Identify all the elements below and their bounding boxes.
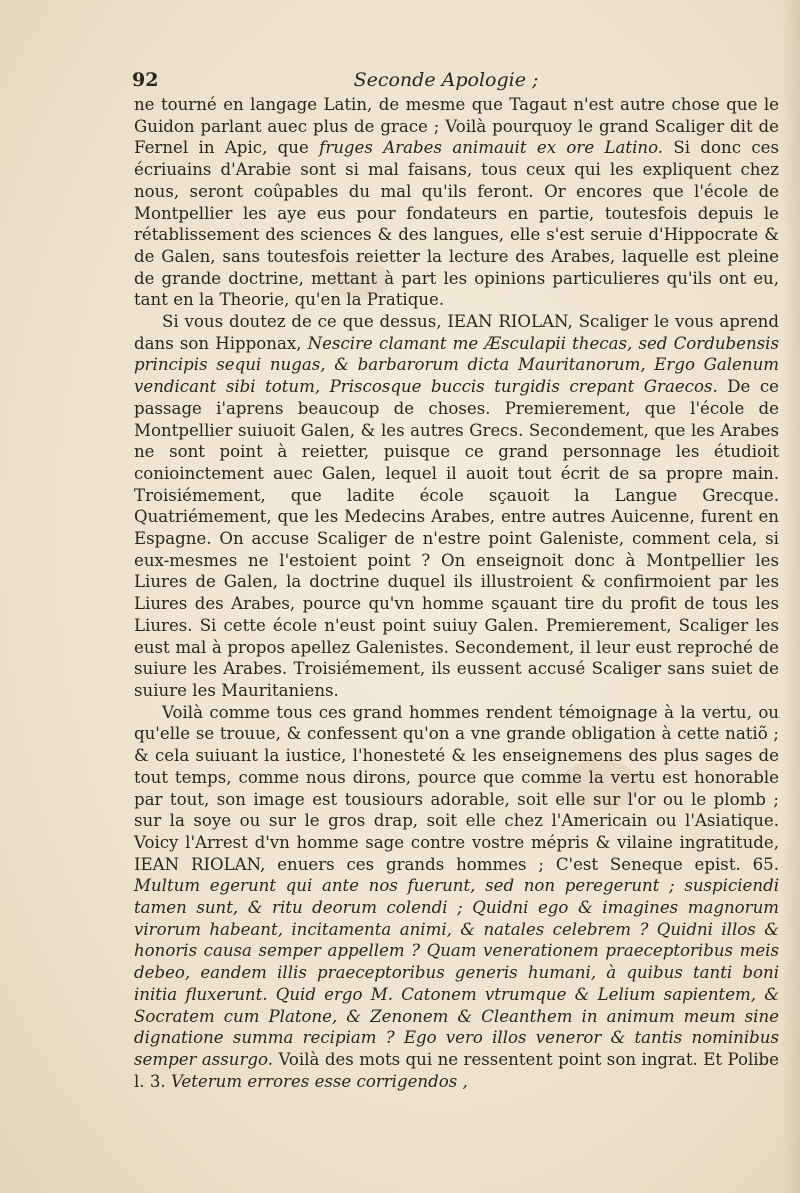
page-header [132, 66, 610, 94]
paragraph [134, 94, 779, 311]
latin-quotation: Multum egerunt qui ante nos fuerunt, sed non peregerunt ; suspiciendi tamen sunt, & ritu deorum colendi ; Quidni ego & imagines magnorum virorum habeant, incitamenta animi, & natales celebrem ? Quidni illos & honoris causa semper appellem ? Quam venerationem praeceptoribus meis debeo, eandem illis praeceptoribus generis humani, à quibus tanti boni initia fluxerunt. Quid ergo M. Catonem vtrumque & Lelium sapientem, & Socratem cum Platone, & Zenonem & Cleanthem in animum meum sine dignatione summa recipiam ? Ego vero illos veneror & tantis nominibus semper assurgo. [134, 876, 779, 1069]
text-segment: ne tourné en langage Latin, de mesme que Tagaut n'est autre chose que le Guidon parlant auec plus de grace ; Voilà pourquoy le grand Scaliger dit de Fernel in Apic, que [134, 95, 779, 158]
body-text [134, 94, 779, 1092]
latin-quotation: Veterum errores esse corrigendos , [170, 1071, 468, 1091]
text-segment: Voilà des mots qui ne ressentent point son ingrat. Et Polibe l. 3. [134, 1049, 779, 1091]
page-edge-shadow [782, 0, 800, 1193]
text-segment: Voilà comme tous ces grand hommes rendent témoignage à la vertu, ou qu'elle se trouue, & confessent qu'on a vne grande obligation à cette natiõ ; & cela suiuant la iustice, l'honesteté & les enseignemens des plus sages de tout temps, comme nous dirons, pource que comme la vertu est honorable par tout, son image est tousiours adorable, soit elle sur l'or ou le plomb ; sur la soye ou sur le gros drap, soit elle chez l'Americain ou l'Asiatique. Voicy l'Arrest d'vn homme sage contre vostre mépris & vilaine ingratitude, IEAN RIOLAN, enuers ces grands hommes ; C'est Seneque epist. 65. [134, 702, 779, 874]
latin-quotation: Nescire clamant me Æsculapii thecas, sed Cordubensis principis sequi nugas, & barbarorum dicta Mauritanorum, Ergo Galenum vendicant sibi totum, Priscosque buccis turgidis crepant Graecos. [134, 333, 779, 397]
paragraph [134, 311, 779, 702]
page-number: 92 [132, 69, 159, 91]
running-title: Seconde Apologie ; [353, 69, 539, 91]
text-segment: De ce passage i'aprens beaucoup de choses. Premierement, que l'école de Montpellier suiuoit Galen, & les autres Grecs. Secondement, que les Arabes ne sont point à reietter, puisque ce grand personnage les étudioit conioinctement auec Galen, lequel il auoit tout écrit de sa propre main. Troisiémement, que ladite école sçauoit la Langue Grecque. Quatriémement, que les Medecins Arabes, entre autres Auicenne, furent en Espagne. On accuse Scaliger de n'estre point Galeniste, comment cela, si eux-mesmes ne l'estoient point ? On enseignoit donc à Montpellier les Liures de Galen, la doctrine duquel ils illustroient & confirmoient par les Liures des Arabes, pource qu'vn homme sçauant tire du profit de tous les Liures. Si cette école n'eust point suiuy Galen. Premierement, Scaliger les eust mal à propos apellez Galenistes. Secondement, il leur eust reproché de suiure les Arabes. Troisiémement, ils eussent accusé Scaliger sans suiet de suiure les Mauritaniens. [134, 377, 779, 700]
paragraph [134, 702, 779, 1093]
text-segment: Si vous doutez de ce que dessus, IEAN RIOLAN, Scaliger le vous aprend dans son Hipponax, [134, 312, 779, 353]
latin-quotation: fruges Arabes animauit ex ore Latino. [319, 138, 664, 158]
text-segment: Si donc ces écriuains d'Arabie sont si mal faisans, tous ceux qui les expliquent chez nous, seront coûpables du mal qu'ils feront. Or encores que l'école de Montpellier les aye eus pour fondateurs en partie, toutesfois depuis le rétablissement des sciences & des langues, elle s'est seruie d'Hippocrate & de Galen, sans toutesfois reietter la lecture des Arabes, laquelle est pleine de grande doctrine, mettant à part les opinions particulieres qu'ils ont eu, tant en la Theorie, qu'en la Pratique. [134, 138, 779, 310]
